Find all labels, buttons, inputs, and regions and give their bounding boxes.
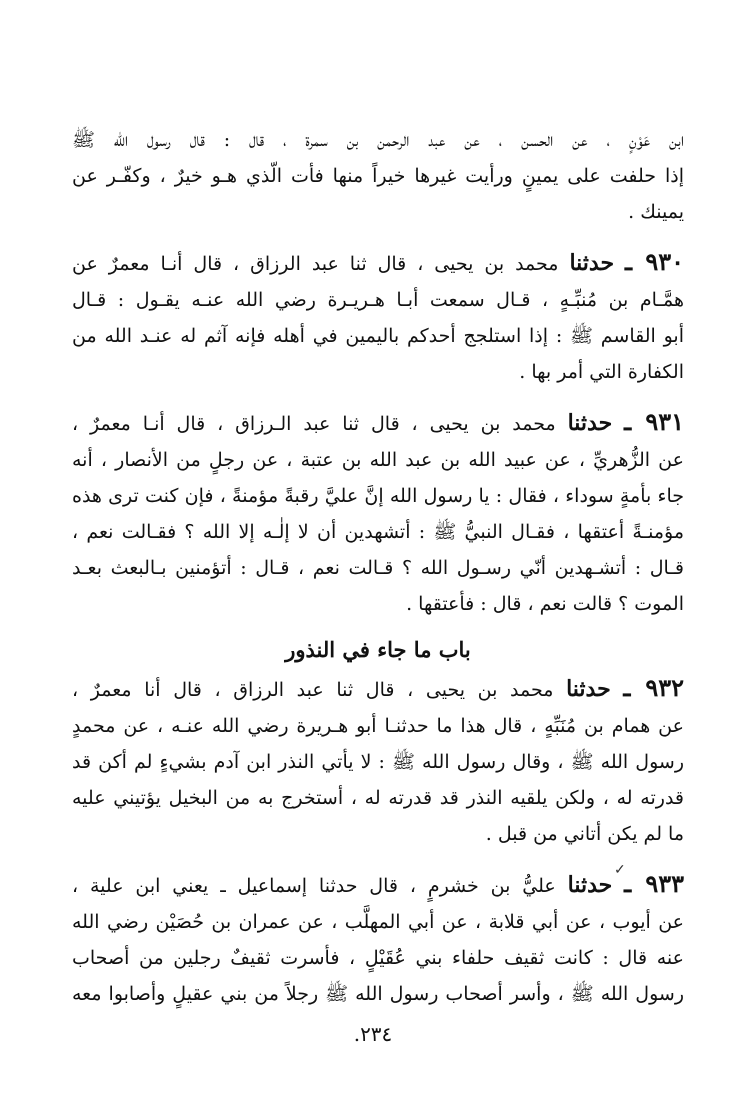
page-body xyxy=(72,122,684,1012)
paragraph xyxy=(72,122,684,230)
text-line: عنه قال : كانت ثقيف حلفاء بني عُقَيْلٍ ، فأسرت ثقيفٌ رجلين من أصحاب xyxy=(72,947,684,969)
hadith-931 xyxy=(72,404,684,622)
hadith-lead-word: حدثنا xyxy=(569,250,615,276)
text-line: ما لم يكن أتاني من قبل . xyxy=(485,823,684,845)
text-line: قـال : أتشـهدين أنّي رسـول الله ؟ قـالت نعم ، قـال : أتؤمنين بـالبعث بعـد xyxy=(72,557,684,579)
text-line: أبو القاسم ﷺ : إذا استلجج أحدكم باليمين في أهله فإنه آثم له عنـد الله من xyxy=(72,325,684,347)
text-line: إذا حلفت على يمينٍ ورأيت غيرها خيراً منها فأت الّذي هـو خيرٌ ، وكفّـر عن xyxy=(72,165,684,187)
text-line: عن الزُّهريِّ ، عن عبيد الله بن عبد الله بن عتبة ، عن رجلٍ من الأنصار ، أنه xyxy=(72,449,684,471)
hadith-number: ٩٣٠ ـ xyxy=(625,247,684,276)
hadith-lead-word: حدثنا xyxy=(567,410,613,436)
text-line xyxy=(72,866,684,904)
text-line: رسول الله ﷺ ، وقال رسول الله ﷺ : لا يأتي النذر ابن آدم بشيءٍ لم أكن قد xyxy=(72,751,684,773)
checkmark-icon: ✓ xyxy=(614,862,626,878)
hadith-932 xyxy=(72,670,684,852)
hadith-number: ٩٣٣ ـ xyxy=(624,869,684,898)
text-line xyxy=(72,404,684,442)
hadith-lead-word: حدثنا xyxy=(566,676,611,702)
text-segment: محمد بن يحيى ، قال ثنا عبد الـرزاق ، قال أنـا معمرٌ ، xyxy=(72,413,556,435)
text-line: همَّـام بن مُنبِّـهٍ ، قـال سمعت أبـا هـريـرة رضي الله عنـه يقـول : قـال xyxy=(72,289,684,311)
text-line: الموت ؟ قالت نعم ، قال : فأعتقها . xyxy=(406,593,684,615)
text-line: عن همام بن مُنَبِّهٍ ، قال هذا ما حدثنـا أبو هـريرة رضي الله عنـه ، عن محمدٍ xyxy=(72,715,684,737)
text-line: يمينك . xyxy=(628,201,684,223)
text-line: عن أيوب ، عن أبي قلابة ، عن أبي المهلَّب ، عن عمران بن حُصَيْن رضي الله xyxy=(72,911,684,933)
text-line: مؤمنـةً أعتقها ، فقـال النبيُّ ﷺ : أتشهدين أن لا إلٰـه إلا الله ؟ فقـالت نعم ، xyxy=(72,521,684,543)
text-line: قدرته له ، ولكن يلقيه النذر قد قدرته له ، أستخرج به من البخيل يؤتيني عليه xyxy=(72,787,684,809)
hadith-930 xyxy=(72,244,684,390)
hadith-lead-word: حدثنا xyxy=(567,872,613,898)
page-number: ٢٣٤. xyxy=(353,1022,393,1046)
text-line xyxy=(72,244,684,282)
text-line xyxy=(72,670,684,708)
hadith-933 xyxy=(72,866,684,1012)
text-line: الكفارة التي أمر بها . xyxy=(519,361,684,383)
text-segment: عليُّ بن خشرمٍ ، قال حدثنا إسماعيل ـ يعني ابن علية ، xyxy=(72,875,556,897)
hadith-number: ٩٣١ ـ xyxy=(624,407,684,436)
hadith-number: ٩٣٢ ـ xyxy=(623,673,684,702)
text-line: رسول الله ﷺ ، وأسر أصحاب رسول الله ﷺ رجلاً من بني عقيلٍ وأصابوا معه xyxy=(72,983,684,1005)
text-segment: محمد بن يحيى ، قال ثنا عبد الرزاق ، قال أنا معمرٌ ، xyxy=(72,679,554,701)
text-segment: محمد بن يحيى ، قال ثنا عبد الرزاق ، قال أنـا معمرٌ عن xyxy=(72,253,559,275)
section-heading: باب ما جاء في النذور xyxy=(285,637,471,662)
text-line: جاء بأمةٍ سوداء ، فقال : يا رسول الله إنَّ عليَّ رقبةً مؤمنةً ، فإن كنت ترى هذه xyxy=(72,485,684,507)
text-line: ابن عَوْنٍ ، عن الحسن ، عن عبد الرحمن بن سمرة ، قال : قال رسول الله ﷺ xyxy=(72,129,684,151)
